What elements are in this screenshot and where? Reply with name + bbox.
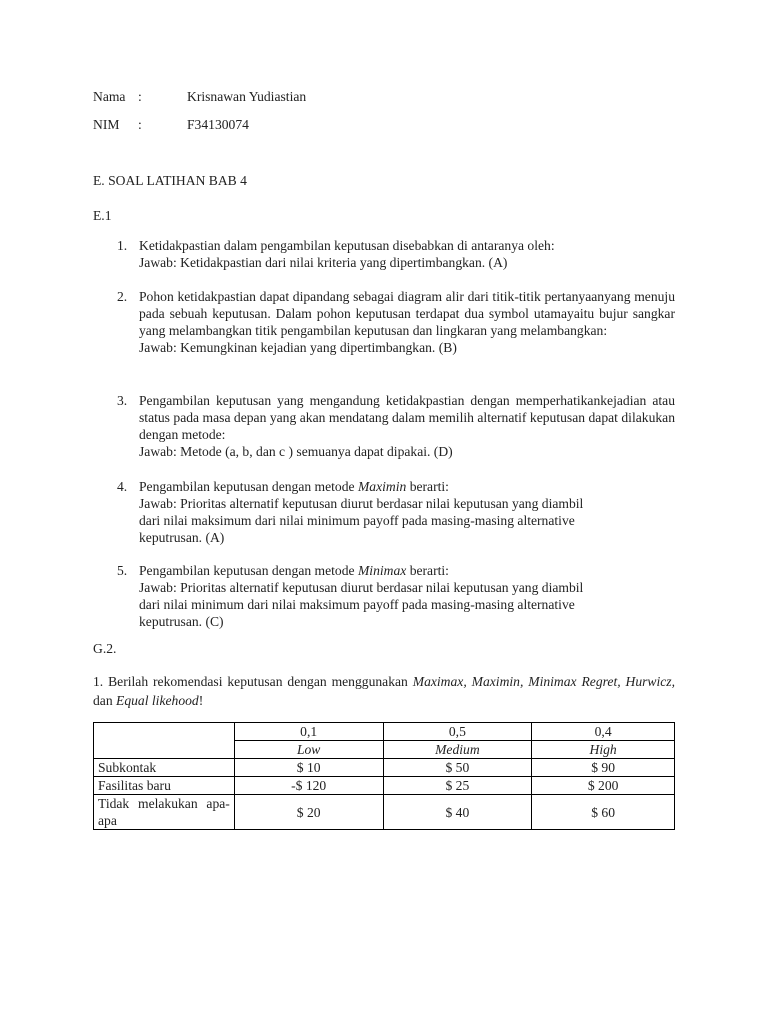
item-question: Pohon ketidakpastian dapat dipandang sebagai diagram alir dari titik-titik pertanyaanyang menuju pada sebuah keputusan. Dalam pohon keputusan terdapat dua symbol utamayaitu bujur sangkar yang melambangkan titik pengambilan keputusan dan lingkaran yang melambangkan: [139,289,675,338]
item-number: 3. [117,393,128,408]
item-answer-line: Jawab: Prioritas alternatif keputusan diurut berdasar nilai keputusan yang diambil [139,580,584,595]
state-cell: Low [234,741,383,759]
state-cell: Medium [383,741,532,759]
item-answer-line: keputrusan. (C) [139,614,224,629]
nama-value: Krisnawan Yudiastian [187,89,307,104]
item-answer: Jawab: Kemungkinan kejadian yang dipertimbangkan. (B) [139,340,457,355]
list-item [117,562,675,630]
item-number: 5. [117,563,128,578]
table-corner-cell [94,723,235,759]
nama-separator: : [138,89,142,104]
nama-label: Nama [93,89,126,104]
item-number: 1. [117,238,128,253]
subsection-g2: G.2. [93,641,117,656]
method-name: Maximin [357,479,407,494]
table-row [94,759,675,777]
item-question: Pengambilan keputusan dengan metode Maximin berarti: [139,479,449,494]
probability-cell: 0,4 [532,723,675,741]
value-cell: $ 25 [383,777,532,795]
table-row [94,795,675,830]
list-item [117,392,675,460]
section-title: E. SOAL LATIHAN BAB 4 [93,173,247,188]
item-answer: Jawab: Ketidakpastian dari nilai kriteria yang dipertimbangkan. (A) [139,255,508,270]
list-item [117,478,675,546]
value-cell: $ 90 [532,759,675,777]
row-label: Fasilitas baru [94,777,235,795]
item-question: Ketidakpastian dalam pengambilan keputusan disebabkan di antaranya oleh: [139,238,555,253]
value-cell: $ 60 [532,795,675,830]
item-answer-line: dari nilai minimum dari nilai maksimum payoff pada masing-masing alternative [139,597,575,612]
nim-value: F34130074 [187,117,249,132]
value-cell: $ 10 [234,759,383,777]
value-cell: $ 50 [383,759,532,777]
item-number: 4. [117,479,128,494]
item-answer-line: Jawab: Prioritas alternatif keputusan diurut berdasar nilai keputusan yang diambil [139,496,584,511]
item-answer: Jawab: Metode (a, b, dan c ) semuanya dapat dipakai. (D) [139,444,453,459]
table-row [94,723,675,741]
value-cell: $ 200 [532,777,675,795]
state-cell: High [532,741,675,759]
item-question: Pengambilan keputusan yang mengandung ketidakpastian dengan memperhatikankejadian atau status pada masa depan yang akan mendatang dalam memilih alternatif keputusan dapat dilakukan dengan metode: [139,393,675,442]
question-paragraph: 1. Berilah rekomendasi keputusan dengan menggunakan Maximax, Maximin, Minimax Regret, Hurwicz, dan Equal likehood! [93,674,675,708]
subsection-e1: E.1 [93,208,112,223]
value-cell: -$ 120 [234,777,383,795]
probability-cell: 0,1 [234,723,383,741]
probability-cell: 0,5 [383,723,532,741]
table-row [94,777,675,795]
list-item [117,237,675,271]
item-answer-line: keputrusan. (A) [139,530,225,545]
list-item [117,288,675,356]
value-cell: $ 20 [234,795,383,830]
payoff-table [93,722,675,830]
value-cell: $ 40 [383,795,532,830]
method-name: Minimax [357,563,407,578]
row-label: Tidak melakukan apa-apa [94,795,235,830]
nim-label: NIM [93,117,120,132]
item-answer-line: dari nilai maksimum dari nilai minimum payoff pada masing-masing alternative [139,513,575,528]
row-label: Subkontak [94,759,235,777]
nim-separator: : [138,117,142,132]
item-question: Pengambilan keputusan dengan metode Minimax berarti: [139,563,449,578]
item-number: 2. [117,289,128,304]
